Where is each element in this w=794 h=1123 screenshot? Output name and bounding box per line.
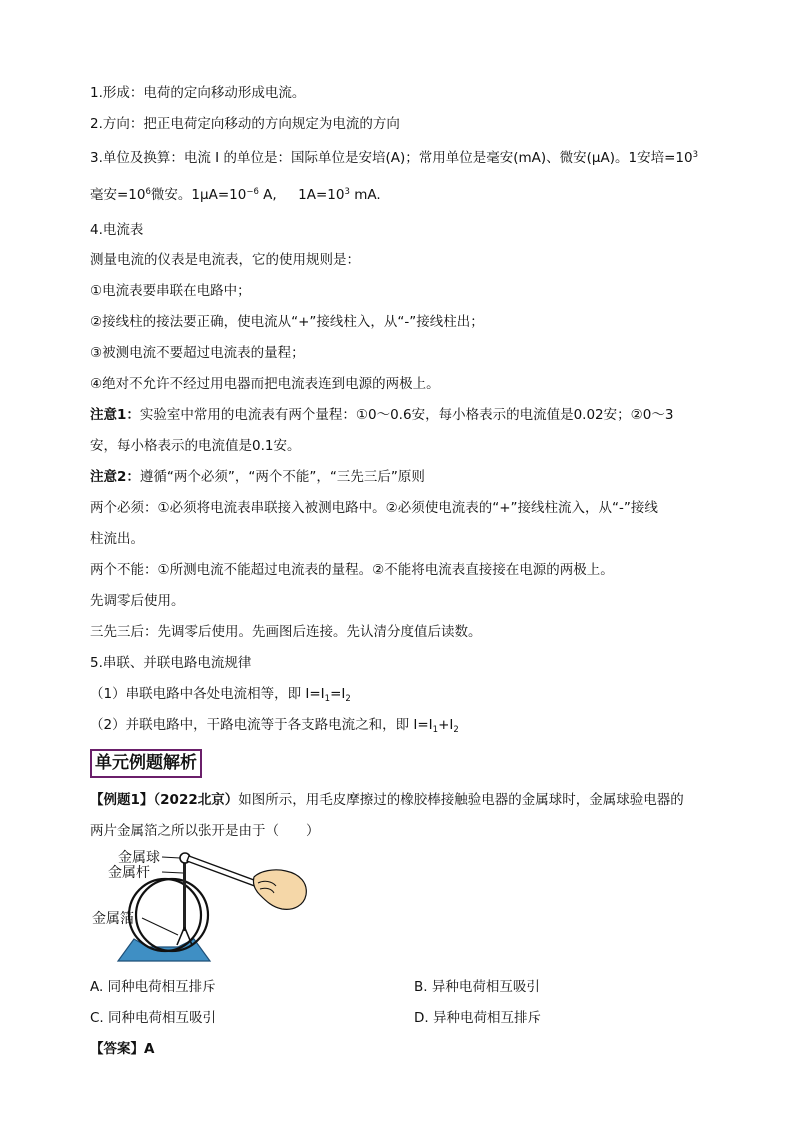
option-b: B. 异种电荷相互吸引 [414, 979, 540, 995]
point-ammeter-heading: 4.电流表 [90, 222, 144, 238]
point-units-conversion: 毫安$=10^6$微安。$1\mu A=10^{-6}$ A, $1A=10^3$ mA. [90, 187, 381, 203]
note-1: 注意1：实验室中常用的电流表有两个量程：①0～0.6安，每小格表示的电流值是0.02安；②0～3 [90, 407, 674, 423]
section-title: 单元例题解析 [90, 749, 202, 778]
glass-ring-back [136, 879, 208, 951]
answer: 【答案】A [90, 1041, 155, 1057]
example-stem: 【例题1】（2022北京）如图所示，用毛皮摩擦过的橡胶棒接触验电器的金属球时，金属球验电器的 [90, 792, 684, 808]
must-two: 两个必须：①必须将电流表串联接入被测电路中。②必须使电流表的“+”接线柱流入，从“-”接线 [90, 500, 658, 516]
series-law: （1）串联电路中各处电流相等，即 $I=I_1=I_2$ [90, 686, 351, 704]
rule-3: ③被测电流不要超过电流表的量程； [90, 345, 305, 361]
rule-2: ②接线柱的接法要正确，使电流从“+”接线柱入，从“-”接线柱出； [90, 314, 484, 330]
option-a: A. 同种电荷相互排斥 [90, 979, 216, 995]
parallel-law: （2）并联电路中，干路电流等于各支路电流之和，即 $I=I_1+I_2$ [90, 717, 459, 735]
label-metal-foil: 金属箔 [92, 912, 134, 927]
must-two-cont: 柱流出。 [90, 531, 144, 547]
point-direction: 2.方向：把正电荷定向移动的方向规定为电流的方向 [90, 116, 400, 132]
point-formation: 1.形成：电荷的定向移动形成电流。 [90, 85, 306, 101]
zero-first: 先调零后使用。 [90, 593, 185, 609]
option-d: D. 异种电荷相互排斥 [414, 1010, 541, 1026]
note-2: 注意2：遵循“两个必须”，“两个不能”，“三先三后”原则 [90, 469, 425, 485]
metal-rod [183, 861, 186, 931]
cannot-two: 两个不能：①所测电流不能超过电流表的量程。②不能将电流表直接接在电源的两极上。 [90, 562, 614, 578]
ammeter-intro: 测量电流的仪表是电流表，它的使用规则是： [90, 252, 360, 268]
electroscope-figure [90, 843, 315, 971]
rule-4: ④绝对不允许不经过用电器而把电流表连到电源的两极上。 [90, 376, 440, 392]
hand [253, 870, 306, 910]
point-units: 3.单位及换算：电流 I 的单位是：国际单位是安培(A)；常用单位是毫安(mA)、微安(μA)。1安培$=10^3$ [90, 150, 698, 166]
label-metal-ball: 金属球 [118, 851, 160, 866]
option-c: C. 同种电荷相互吸引 [90, 1010, 217, 1026]
example-stem-cont: 两片金属箔之所以张开是由于（ ） [90, 823, 320, 839]
note-1-cont: 安，每小格表示的电流值是0.1安。 [90, 438, 301, 454]
point-circuit-law-heading: 5.串联、并联电路电流规律 [90, 655, 252, 671]
three-first: 三先三后：先调零后使用。先画图后连接。先认清分度值后读数。 [90, 624, 482, 640]
label-metal-rod: 金属杆 [108, 866, 150, 881]
rubber-rod [187, 856, 262, 888]
rule-1: ①电流表要串联在电路中； [90, 283, 251, 299]
